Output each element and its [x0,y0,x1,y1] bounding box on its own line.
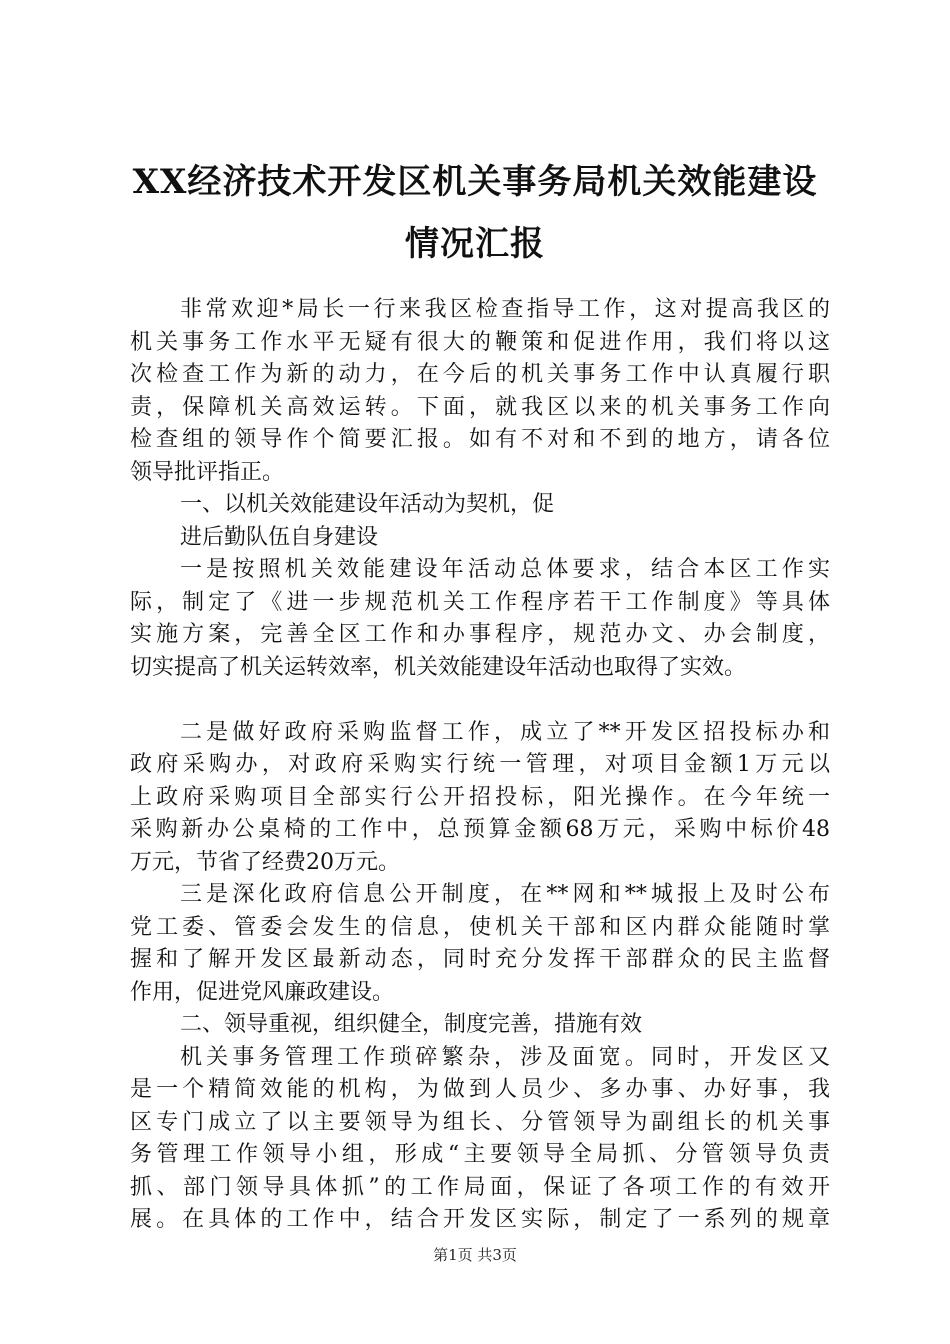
text-line: 次检查工作为新的动力，在今后的机关事务工作中认真履行职 [130,362,830,387]
text-line: 机关事务工作水平无疑有很大的鞭策和促进作用，我们将以这 [130,329,830,355]
text-line: 实施方案，完善全区工作和办事程序，规范办文、办会制度， [130,622,830,647]
blank-line [130,684,830,717]
text-line: 检查组的领导作个简要汇报。如有不对和不到的地方，请各位 [130,427,830,452]
text-line: 上政府采购项目全部实行公开招投标，阳光操作。在今年统一 [130,784,830,810]
text-line: 非常欢迎*局长一行来我区检查指导工作，这对提高我区的 [180,297,830,322]
text-line: 际，制定了《进一步规范机关工作程序若干工作制度》等具体 [130,589,830,615]
section-heading-1-line-1: 一、以机关效能建设年活动为契机，促 [180,492,555,517]
text-line: 作用，促进党风廉政建设。 [130,979,395,1005]
document-title-line-1: XX经济技术开发区机关事务局机关效能建设 [132,162,818,202]
text-line: 三是深化政府信息公开制度，在**网和**城报上及时公布 [180,882,830,907]
text-line: 是一个精简效能的机构，为做到人员少、多办事、办好事，我 [130,1077,830,1102]
text-line: 一是按照机关效能建设年活动总体要求，结合本区工作实 [180,557,830,582]
section-heading-2: 二、领导重视，组织健全，制度完善，措施有效 [180,1012,643,1037]
text-line: 区专门成立了以主要领导为组长、分管领导为副组长的机关事 [130,1109,830,1135]
document-title-line-2: 情况汇报 [405,224,545,264]
text-line: 责，保障机关高效运转。下面，就我区以来的机关事务工作向 [130,394,830,420]
text-line: 务管理工作领导小组，形成“主要领导全局抓、分管领导负责 [130,1142,830,1167]
section-heading-1-line-2: 进后勤队伍自身建设 [180,524,379,550]
text-line: 握和了解开发区最新动态，同时充分发挥干部群众的民主监督 [130,947,830,972]
text-line: 采购新办公桌椅的工作中，总预算金额68万元，采购中标价48 [130,817,830,842]
text-line: 万元，节省了经费20万元。 [130,849,400,875]
page-footer: 第1页 共3页 [433,1246,517,1264]
text-line: 政府采购办，对政府采购实行统一管理，对项目金额1万元以 [130,752,830,777]
text-line: 机关事务管理工作琐碎繁杂，涉及面宽。同时，开发区又 [180,1044,830,1070]
text-line: 领导批评指正。 [130,459,285,485]
text-line: 党工委、管委会发生的信息，使机关干部和区内群众能随时掌 [130,914,830,940]
text-line: 展。在具体的工作中，结合开发区实际，制定了一系列的规章 [130,1207,830,1232]
text-line: 二是做好政府采购监督工作，成立了**开发区招投标办和 [180,719,830,745]
document-body [130,294,830,1237]
text-line: 抓、部门领导具体抓”的工作局面，保证了各项工作的有效开 [130,1174,830,1200]
text-line: 切实提高了机关运转效率，机关效能建设年活动也取得了实效。 [130,654,747,680]
